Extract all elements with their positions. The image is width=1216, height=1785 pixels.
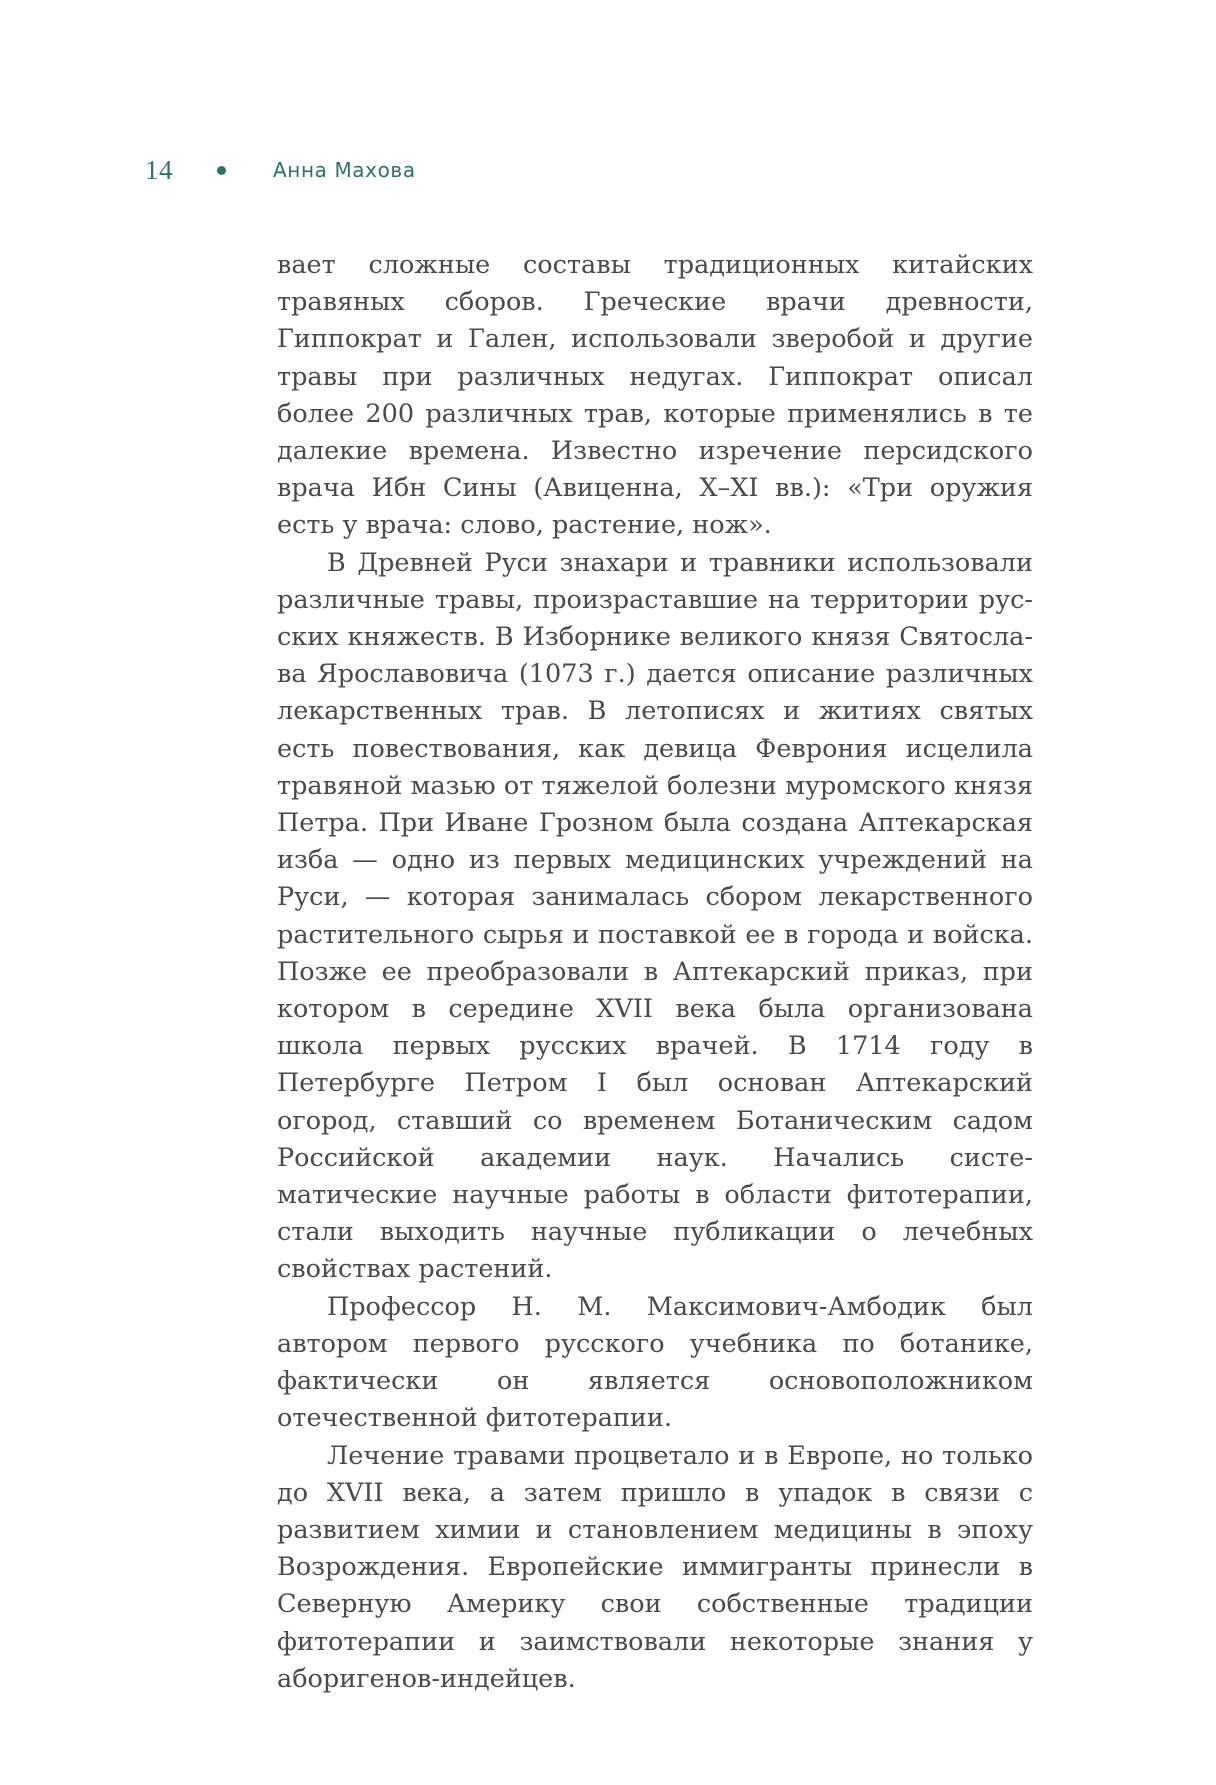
running-head [145, 152, 416, 188]
author-name: Анна Махова [273, 158, 416, 182]
paragraph-3: Профессор Н. М. Максимович-Амбодик был автором первого русского учебника по ботанике, фактически он является основоположником отечественной фитотерапии. [277, 1291, 1033, 1434]
bullet-icon [217, 166, 226, 175]
paragraph-4: Лечение травами процветало и в Европе, но только до XVII века, а затем пришло в упадок в связи с развитием химии и становлением медицины в эпоху Возрождения. Европейские иммигранты принесли в Северную Америку свои собственные традиции фитотерапии и заимствовали некоторые знания у аборигенов-индейцев. [277, 1440, 1033, 1694]
paragraph-1: вает сложные составы традиционных китайских травяных сборов. Греческие врачи древности, Гиппократ и Гален, использовали зверобой и другие травы при различных недугах. Гиппократ описал более 200 различных трав, которые применялись в те далекие времена. Известно изречение персидского врача Ибн Сины (Авиценна, X–XI вв.): «Три оружия есть у врача: слово, растение, нож». [277, 250, 1033, 541]
paragraph-2: В Древней Руси знахари и травники использовали различные травы, произраставшие на территории русских княжеств. В Изборнике великого князя Святослава Ярославовича (1073 г.) дается описание различных лекарственных трав. В летописях и житиях святых есть повествования, как девица Феврония исцелила травяной мазью от тяжелой болезни муромского князя Петра. При Иване Грозном была создана Аптекарская изба — одно из первых медицинских учреждений на Руси, — которая занималась сбором лекарственного растительного сырья и поставкой ее в города и войска. Позже ее преобразовали в Аптекарский приказ, при котором в середине XVII века была организована школа первых русских врачей. В 1714 году в Петербурге Петром I был основан Аптекарский огород, ставший со временем Ботаническим садом Российской академии наук. Начались систематические научные работы в области фитотерапии, стали выходить научные публикации о лечебных свойствах растений. [277, 547, 1033, 1285]
page-number: 14 [145, 154, 173, 185]
body-text [277, 247, 1033, 1698]
